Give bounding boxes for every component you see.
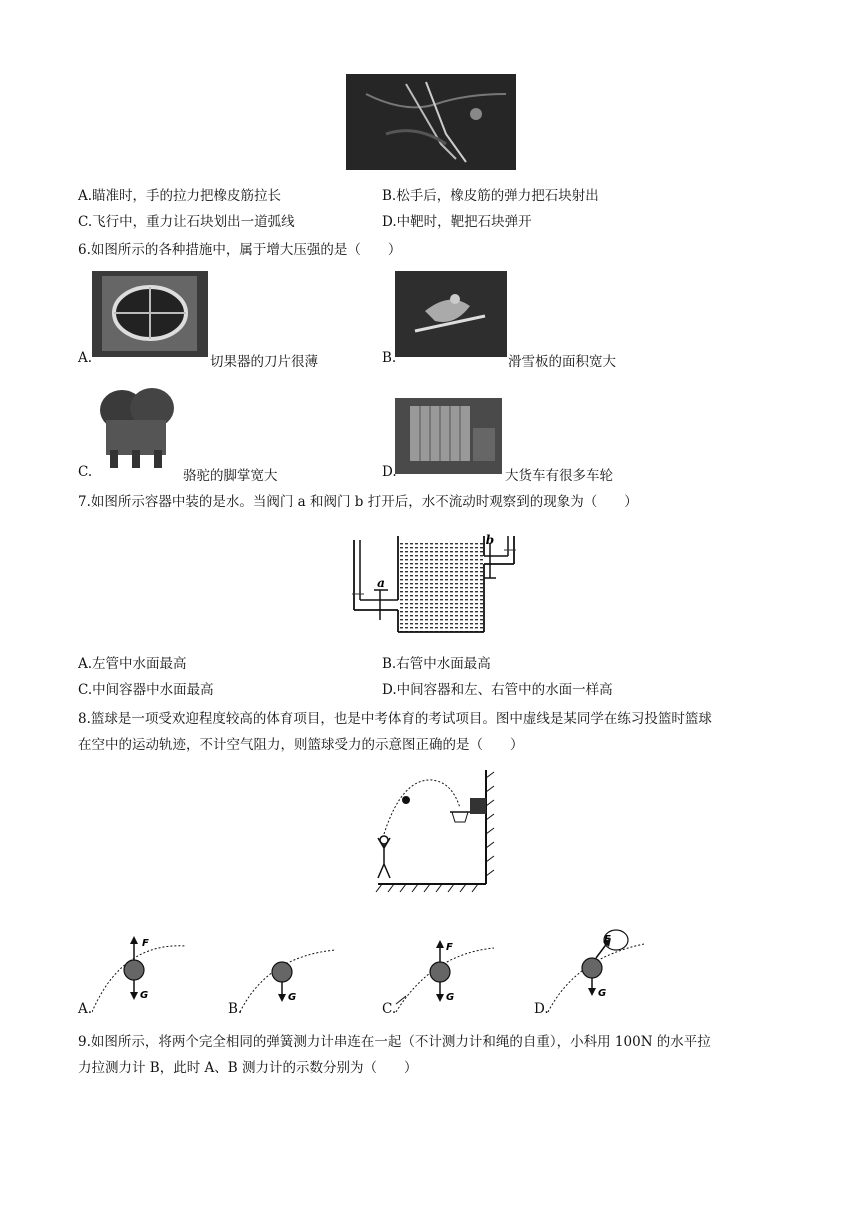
connected-vessel-diagram (350, 530, 518, 638)
q6-option-a-letter: A. (78, 350, 93, 366)
fruit-cutter-photo (92, 271, 208, 357)
force-diagram-b (238, 946, 338, 1018)
valve-b-label: b (485, 533, 495, 547)
q5-option-a: A.瞄准时，手的拉力把橡皮筋拉长 (78, 188, 282, 204)
q8-option-c-letter: C. (382, 1001, 397, 1017)
q6-option-d-text: 大货车有很多车轮 (505, 468, 613, 484)
force-tilt-label: F (604, 934, 611, 945)
q6-option-a-text: 切果器的刀片很薄 (210, 354, 318, 370)
q9-stem-line2: 力拉测力计 B，此时 A、B 测力计的示数分别为（ ） (78, 1060, 418, 1076)
q7-option-d: D.中间容器和左、右管中的水面一样高 (382, 682, 613, 698)
q8-stem-line2: 在空中的运动轨迹，不计空气阻力，则篮球受力的示意图正确的是（ ） (78, 737, 524, 753)
force-up-label: F (446, 942, 453, 953)
q6-option-c-letter: C. (78, 464, 93, 480)
q7-option-a: A.左管中水面最高 (78, 656, 187, 672)
q9-stem-line1: 9.如图所示，将两个完全相同的弹簧测力计串连在一起（不计测力计和绳的自重），小科用 100N 的水平拉 (78, 1034, 711, 1050)
q6-option-d-letter: D. (382, 464, 397, 480)
valve-a-label: a (377, 576, 385, 590)
q6-option-b-letter: B. (382, 350, 397, 366)
gravity-label: G (140, 990, 149, 1001)
q6-option-c-text: 骆驼的脚掌宽大 (183, 468, 278, 484)
camel-photo (92, 380, 180, 470)
q5-option-d: D.中靶时，靶把石块弹开 (382, 214, 532, 230)
gravity-label: G (288, 992, 297, 1003)
force-diagram-a (92, 932, 188, 1018)
force-up-label: F (142, 938, 149, 949)
q7-option-c: C.中间容器中水面最高 (78, 682, 214, 698)
slingshot-photo (346, 74, 516, 170)
q8-option-a-letter: A. (78, 1001, 93, 1017)
q8-stem-line1: 8.篮球是一项受欢迎程度较高的体育项目，也是中考体育的考试项目。图中虚线是某同学在练习投篮时篮球 (78, 711, 712, 727)
truck-photo (395, 398, 502, 474)
gravity-label: G (598, 988, 607, 999)
force-diagram-c (392, 934, 496, 1018)
q7-stem: 7.如图所示容器中装的是水。当阀门 a 和阀门 b 打开后，水不流动时观察到的现象为（ ） (78, 494, 638, 510)
q5-option-c: C.飞行中，重力让石块划出一道弧线 (78, 214, 295, 230)
gravity-label: G (446, 992, 455, 1003)
q6-stem: 6.如图所示的各种措施中，属于增大压强的是（ ） (78, 242, 402, 258)
ski-board-photo (395, 271, 507, 357)
basketball-shot-diagram (372, 768, 498, 902)
q8-option-b-letter: B. (228, 1001, 243, 1017)
q8-option-d-letter: D. (534, 1001, 549, 1017)
q6-option-b-text: 滑雪板的面积宽大 (508, 354, 616, 370)
force-diagram-d (546, 928, 646, 1018)
q5-option-b: B.松手后，橡皮筋的弹力把石块射出 (382, 188, 599, 204)
q7-option-b: B.右管中水面最高 (382, 656, 491, 672)
